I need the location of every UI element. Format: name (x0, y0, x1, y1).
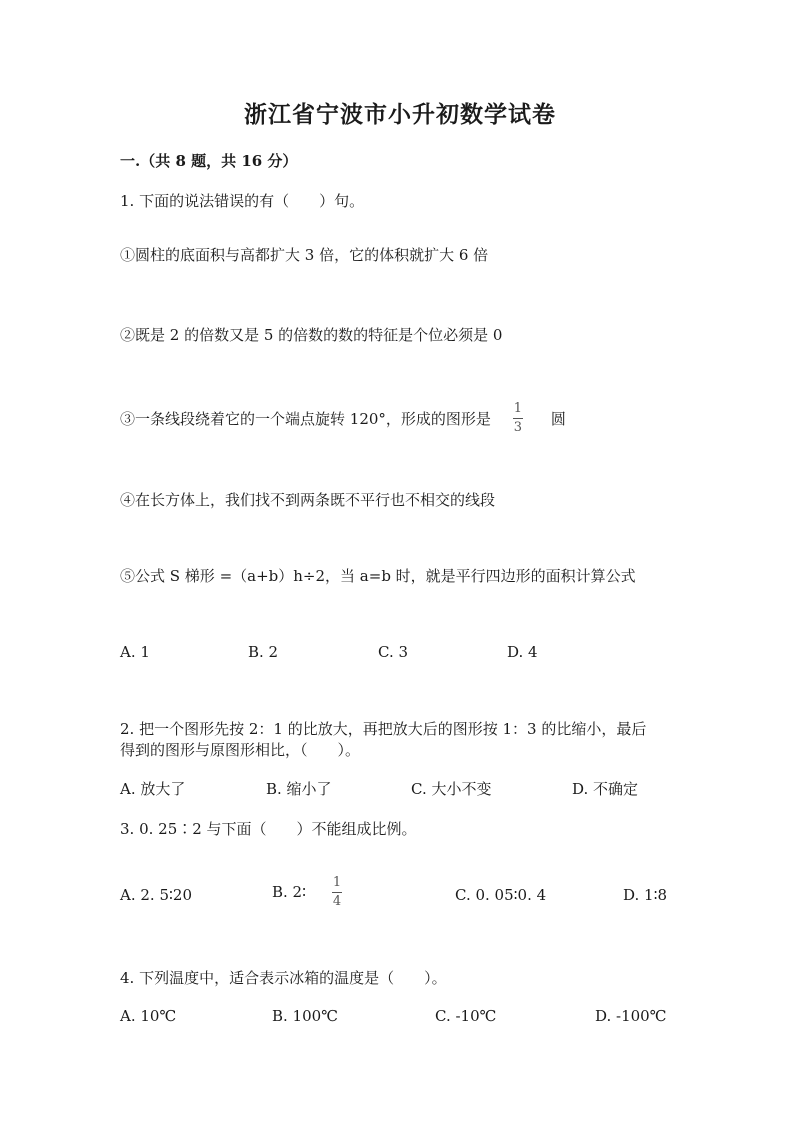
fraction-bar (332, 892, 342, 893)
section-heading: 一.（共 8 题，共 16 分） (120, 152, 298, 170)
q1-statement-3-text: ③一条线段绕着它的一个端点旋转 120°，形成的图形是 (120, 409, 491, 428)
q1-statement-5: ⑤公式 S 梯形 =（a+b）h÷2，当 a=b 时，就是平行四边形的面积计算公式 (120, 567, 636, 585)
q1-option-b[interactable]: B. 2 (248, 643, 279, 661)
q3-option-b-text: B. 2∶ (272, 883, 307, 901)
q3-option-d[interactable]: D. 1∶8 (623, 886, 668, 904)
q4-option-c[interactable]: C. -10℃ (435, 1007, 497, 1025)
fraction-numerator: 1 (513, 401, 523, 416)
fraction-one-quarter (332, 876, 342, 908)
q1-option-a[interactable]: A. 1 (120, 643, 150, 661)
q4-stem: 4. 下列温度中，适合表示冰箱的温度是（ ）。 (120, 969, 447, 987)
fraction-numerator: 1 (332, 875, 342, 890)
q2-option-d[interactable]: D. 不确定 (572, 780, 639, 798)
fraction-bar (513, 418, 523, 419)
q1-option-d[interactable]: D. 4 (507, 643, 538, 661)
q4-option-a[interactable]: A. 10℃ (120, 1007, 177, 1025)
fraction-one-third (513, 402, 523, 434)
q1-statement-1: ①圆柱的底面积与高都扩大 3 倍，它的体积就扩大 6 倍 (120, 246, 489, 264)
q2-option-b[interactable]: B. 缩小了 (266, 780, 332, 798)
q3-option-c[interactable]: C. 0. 05∶0. 4 (455, 886, 547, 904)
q2-stem-line-1: 2. 把一个图形先按 2：1 的比放大，再把放大后的图形按 1：3 的比缩小，最后 (120, 720, 647, 738)
q1-statement-3-suffix: 圆 (550, 409, 566, 428)
q3-option-a[interactable]: A. 2. 5∶20 (120, 886, 192, 904)
page-title: 浙江省宁波市小升初数学试卷 (244, 101, 556, 128)
q1-statement-3 (120, 402, 566, 434)
q4-option-b[interactable]: B. 100℃ (272, 1007, 338, 1025)
q3-option-b[interactable] (272, 876, 342, 908)
q2-stem-line-2: 得到的图形与原图形相比，（ ）。 (120, 741, 361, 759)
q3-stem: 3. 0. 25∶2 与下面（ ）不能组成比例。 (120, 820, 417, 838)
q1-statement-4: ④在长方体上，我们找不到两条既不平行也不相交的线段 (120, 491, 496, 509)
q1-stem: 1. 下面的说法错误的有（ ）句。 (120, 192, 365, 210)
q1-statement-2: ②既是 2 的倍数又是 5 的倍数的数的特征是个位必须是 0 (120, 326, 503, 344)
q1-option-c[interactable]: C. 3 (378, 643, 409, 661)
q2-option-a[interactable]: A. 放大了 (120, 780, 186, 798)
q2-option-c[interactable]: C. 大小不变 (411, 780, 492, 798)
fraction-denominator: 4 (332, 894, 342, 909)
q4-option-d[interactable]: D. -100℃ (595, 1007, 667, 1025)
fraction-denominator: 3 (513, 420, 523, 435)
